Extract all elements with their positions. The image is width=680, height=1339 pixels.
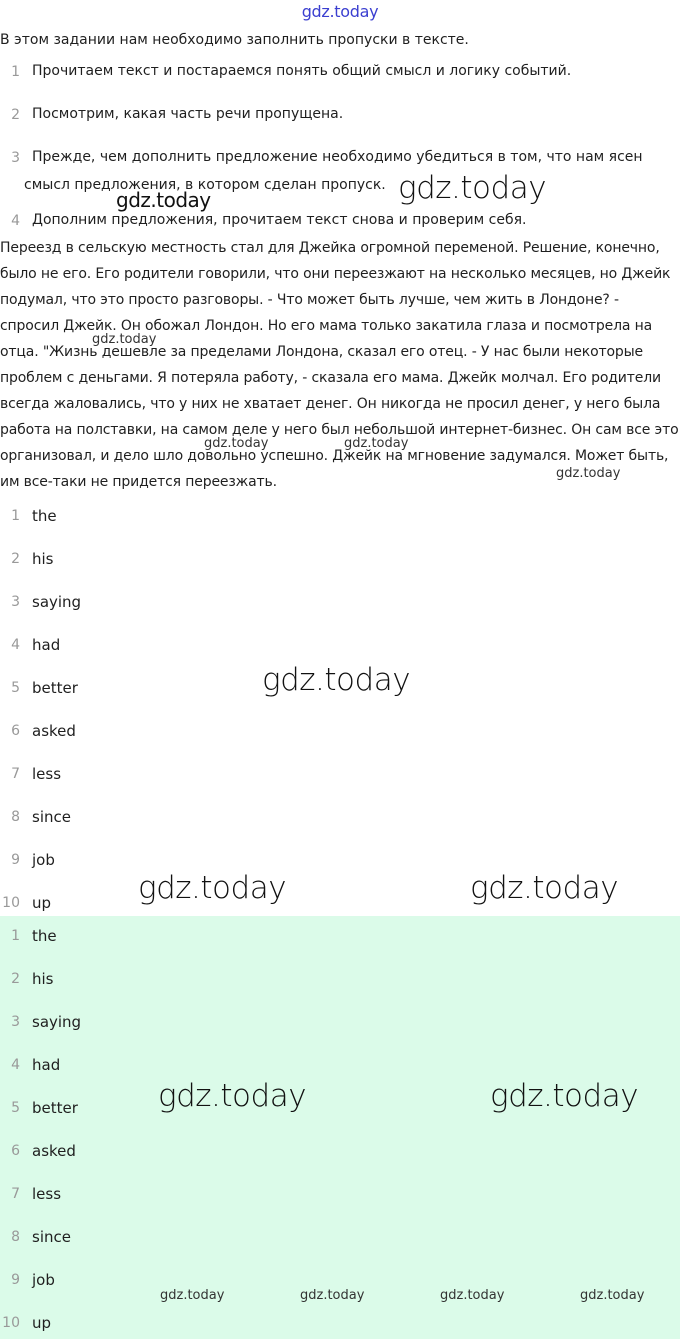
answer-word: since: [32, 808, 71, 826]
site-logo[interactable]: gdz.today: [301, 2, 379, 21]
step-text: Прочитаем текст и постараемся понять общий смысл и логику событий.: [32, 63, 572, 79]
answer-word: less: [32, 1185, 62, 1203]
step-number: 1: [11, 64, 20, 80]
answer-number: 1: [11, 508, 20, 524]
list-item: [0, 1270, 680, 1313]
list-item: [0, 764, 680, 807]
list-item: [0, 807, 680, 850]
answer-number: 5: [11, 680, 20, 696]
answer-word: better: [32, 679, 78, 697]
answer-number: 2: [11, 551, 20, 567]
answer-word: his: [32, 970, 54, 988]
answer-number: 6: [11, 1143, 20, 1159]
list-item: [0, 1141, 680, 1184]
answer-word: the: [32, 927, 57, 945]
answer-number: 2: [11, 971, 20, 987]
list-item: [0, 1012, 680, 1055]
answer-list: [0, 506, 680, 916]
answer-number: 4: [11, 637, 20, 653]
answer-word: since: [32, 1228, 71, 1246]
answer-word: better: [32, 1099, 78, 1117]
list-item: [0, 850, 680, 893]
answer-word: up: [32, 1314, 52, 1332]
watermark: gdz.today: [556, 466, 621, 481]
answer-number: 7: [11, 766, 20, 782]
answer-word: asked: [32, 1142, 76, 1160]
watermark: gdz.today: [580, 1288, 645, 1303]
answer-word: his: [32, 550, 54, 568]
watermark: gdz.today: [116, 188, 211, 212]
answer-number: 8: [11, 809, 20, 825]
answer-word: job: [32, 851, 55, 869]
step-text: Прежде, чем дополнить предложение необходимо убедиться в том, что нам ясен смысл предложения, в котором сделан пропуск.: [24, 149, 643, 193]
watermark: gdz.today: [204, 436, 269, 451]
watermark: gdz.today: [300, 1288, 365, 1303]
answer-word: up: [32, 894, 52, 912]
step-text: Посмотрим, какая часть речи пропущена.: [32, 106, 344, 122]
list-item: [0, 1227, 680, 1270]
list-item: [0, 1098, 680, 1141]
list-item: [0, 926, 680, 969]
watermark: gdz.today: [92, 332, 157, 347]
step-number: 4: [11, 213, 20, 229]
answer-number: 1: [11, 928, 20, 944]
answer-number: 9: [11, 852, 20, 868]
list-item: [0, 1313, 680, 1339]
answer-word: asked: [32, 722, 76, 740]
list-item: [0, 678, 680, 721]
answer-number: 8: [11, 1229, 20, 1245]
watermark: gdz.today: [490, 1078, 639, 1114]
list-item: [0, 549, 680, 592]
translation-text: Переезд в сельскую местность стал для Джейка огромной переменой. Решение, конечно, было не его. Его родители говорили, что они переезжают на несколько месяцев, но Джейк подумал, что это просто разговоры. - Что может быть лучше, чем жить в Лондоне? - спросил Джейк. Он обожал Лондон. Но его мама только закатила глаза и посмотрела на отца. "Жизнь дешевле за пределами Лондона, сказал его отец. - У нас были некоторые проблем с деньгами. Я потеряла работу, - сказала его мама. Джейк молчал. Его родители всегда жаловались, что у них не хватает денег. Он никогда не просил денег, у него была работа на полставки, на самом деле у него был небольшой интернет-бизнес. Он сам все это организовал, и дело шло довольно успешно. Джейк на мгновение задумался. Может быть, им все-таки не придется переезжать.: [0, 240, 679, 490]
list-item: [0, 969, 680, 1012]
answer-number: 4: [11, 1057, 20, 1073]
answer-word: the: [32, 507, 57, 525]
watermark: gdz.today: [160, 1288, 225, 1303]
answer-number: 7: [11, 1186, 20, 1202]
list-item: [0, 635, 680, 678]
answer-word: saying: [32, 1013, 82, 1031]
answer-word: had: [32, 636, 61, 654]
answer-number: 3: [11, 1014, 20, 1030]
answer-number: 10: [2, 895, 20, 911]
step-number: 3: [11, 150, 20, 166]
list-item: [0, 721, 680, 764]
answer-word: job: [32, 1271, 55, 1289]
answer-word: had: [32, 1056, 61, 1074]
watermark: gdz.today: [158, 1078, 307, 1114]
watermark: gdz.today: [398, 170, 547, 206]
list-item: [0, 893, 680, 916]
list-item: [0, 1184, 680, 1227]
watermark: gdz.today: [344, 436, 409, 451]
list-item: [0, 1055, 680, 1098]
answer-number: 6: [11, 723, 20, 739]
watermark: gdz.today: [440, 1288, 505, 1303]
answer-number: 3: [11, 594, 20, 610]
answer-number: 10: [2, 1315, 20, 1331]
checked-answer-list: [0, 916, 680, 1339]
watermark: gdz.today: [470, 870, 619, 906]
answer-word: saying: [32, 593, 82, 611]
list-item: [0, 592, 680, 635]
answer-number: 5: [11, 1100, 20, 1116]
answer-word: less: [32, 765, 62, 783]
answer-number: 9: [11, 1272, 20, 1288]
step-text: Дополним предложения, прочитаем текст снова и проверим себя.: [32, 212, 527, 228]
watermark: gdz.today: [262, 662, 411, 698]
list-item: [0, 506, 680, 549]
task-intro: В этом задании нам необходимо заполнить пропуски в тексте.: [0, 32, 469, 48]
watermark: gdz.today: [138, 870, 287, 906]
step-number: 2: [11, 107, 20, 123]
